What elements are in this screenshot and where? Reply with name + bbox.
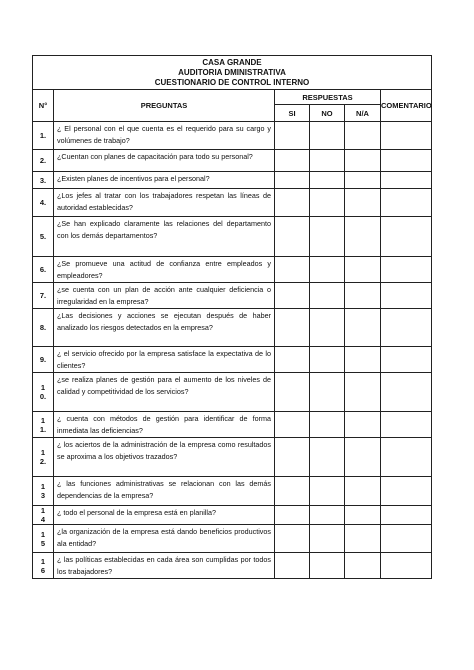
question-number-part: 2.: [39, 156, 47, 165]
question-number-part: 0.: [39, 392, 47, 401]
answer-no-cell[interactable]: [310, 373, 345, 412]
question-text: ¿Se promueve una actitud de confianza entre empleados y empleadores?: [54, 257, 275, 283]
question-number: [33, 189, 54, 217]
comment-cell[interactable]: [381, 477, 432, 506]
answer-no-cell[interactable]: [310, 257, 345, 283]
question-number: [33, 477, 54, 506]
question-number-part: 1.: [39, 131, 47, 140]
question-number-part: 1: [40, 556, 46, 566]
answer-yes-cell[interactable]: [275, 283, 310, 309]
control-questionnaire-table: [32, 55, 432, 579]
table-row: [33, 150, 432, 172]
answer-yes-cell[interactable]: [275, 438, 310, 477]
comment-cell[interactable]: [381, 217, 432, 257]
answer-no-cell[interactable]: [310, 150, 345, 172]
comment-cell[interactable]: [381, 373, 432, 412]
column-header-questions: PREGUNTAS: [54, 90, 275, 122]
comment-cell[interactable]: [381, 283, 432, 309]
table-row: [33, 257, 432, 283]
question-number: [33, 283, 54, 309]
question-number: [33, 172, 54, 189]
question-text: ¿ las funciones administrativas se relacionan con las demás dependencias de la empresa?: [54, 477, 275, 506]
question-number-part: 9.: [39, 355, 47, 364]
question-number-part: 1: [40, 448, 46, 457]
question-number-part: 1.: [39, 424, 47, 434]
comment-cell[interactable]: [381, 257, 432, 283]
answer-na-cell[interactable]: [345, 150, 381, 172]
question-number-part: 1: [40, 383, 46, 392]
question-number-part: 4: [40, 515, 46, 524]
comment-cell[interactable]: [381, 553, 432, 579]
question-text: ¿ el servicio ofrecido por la empresa satisface la expectativa de lo clientes?: [54, 347, 275, 373]
answer-no-cell[interactable]: [310, 438, 345, 477]
comment-cell[interactable]: [381, 506, 432, 525]
question-number: [33, 506, 54, 525]
question-number: [33, 525, 54, 553]
answer-yes-cell[interactable]: [275, 122, 310, 150]
table-row: [33, 373, 432, 412]
question-text: ¿Cuentan con planes de capacitación para todo su personal?: [54, 150, 275, 172]
answer-na-cell[interactable]: [345, 525, 381, 553]
question-number: [33, 309, 54, 347]
answer-no-cell[interactable]: [310, 122, 345, 150]
answer-yes-cell[interactable]: [275, 189, 310, 217]
question-text: ¿se realiza planes de gestión para el aumento de los niveles de calidad y competitividad de los servicios?: [54, 373, 275, 412]
comment-cell[interactable]: [381, 122, 432, 150]
table-row: [33, 283, 432, 309]
answer-yes-cell[interactable]: [275, 172, 310, 189]
question-text: ¿la organización de la empresa está dando beneficios productivos ala entidad?: [54, 525, 275, 553]
answer-yes-cell[interactable]: [275, 347, 310, 373]
table-row: [33, 122, 432, 150]
answer-no-cell[interactable]: [310, 506, 345, 525]
answer-na-cell[interactable]: [345, 412, 381, 438]
question-text: ¿se cuenta con un plan de acción ante cualquier deficiencia o irregularidad en la empresa?: [54, 283, 275, 309]
question-number-part: 4.: [39, 198, 47, 207]
column-header-number: N°: [33, 90, 54, 122]
table-row: [33, 189, 432, 217]
question-text: ¿Los jefes al tratar con los trabajadores respetan las líneas de autoridad establecidas?: [54, 189, 275, 217]
comment-cell[interactable]: [381, 172, 432, 189]
answer-no-cell[interactable]: [310, 217, 345, 257]
document-title-block: [33, 56, 432, 90]
answer-yes-cell[interactable]: [275, 373, 310, 412]
questionnaire-title: CUESTIONARIO DE CONTROL INTERNO: [154, 78, 310, 87]
answer-yes-cell[interactable]: [275, 217, 310, 257]
answer-na-cell[interactable]: [345, 506, 381, 525]
answer-yes-cell[interactable]: [275, 412, 310, 438]
answer-no-cell[interactable]: [310, 347, 345, 373]
question-number: [33, 347, 54, 373]
answer-yes-cell[interactable]: [275, 309, 310, 347]
question-text: ¿ todo el personal de la empresa está en planilla?: [54, 506, 275, 525]
comment-cell[interactable]: [381, 189, 432, 217]
answer-no-cell[interactable]: [310, 477, 345, 506]
company-name: CASA GRANDE: [202, 58, 262, 67]
answer-na-cell[interactable]: [345, 122, 381, 150]
question-text: ¿ los aciertos de la administración de la empresa como resultados se aproxima a los objetivos trazados?: [54, 438, 275, 477]
question-number: [33, 217, 54, 257]
answer-na-cell[interactable]: [345, 373, 381, 412]
table-row: [33, 525, 432, 553]
question-number-part: 1: [40, 482, 46, 491]
table-row: [33, 553, 432, 579]
answer-no-cell[interactable]: [310, 189, 345, 217]
column-header-no: NO: [310, 105, 345, 122]
answer-yes-cell[interactable]: [275, 257, 310, 283]
question-number-part: 3: [40, 491, 46, 500]
question-number: [33, 150, 54, 172]
question-number: [33, 553, 54, 579]
question-number: [33, 438, 54, 477]
question-text: ¿Existen planes de incentivos para el personal?: [54, 172, 275, 189]
column-header-comment: COMENTARIO: [381, 90, 432, 122]
answer-yes-cell[interactable]: [275, 506, 310, 525]
table-row: [33, 506, 432, 525]
questionnaire-document: [32, 55, 431, 579]
question-number-part: 1: [40, 529, 46, 539]
question-text: ¿Las decisiones y acciones se ejecutan después de haber analizado los riesgos detectados en la empresa?: [54, 309, 275, 347]
question-number: [33, 373, 54, 412]
answer-na-cell[interactable]: [345, 172, 381, 189]
question-number-part: 1: [40, 415, 46, 425]
table-row: [33, 412, 432, 438]
question-number-part: 5: [40, 538, 46, 548]
question-text: ¿ cuenta con métodos de gestión para identificar de forma inmediata las deficiencias?: [54, 412, 275, 438]
comment-cell[interactable]: [381, 150, 432, 172]
question-text: ¿ las políticas establecidas en cada área son cumplidas por todos los trabajadores?: [54, 553, 275, 579]
column-header-na: N/A: [345, 105, 381, 122]
answer-no-cell[interactable]: [310, 283, 345, 309]
question-number: [33, 412, 54, 438]
question-number: [33, 122, 54, 150]
question-number-part: 7.: [39, 291, 47, 300]
table-row: [33, 438, 432, 477]
answer-no-cell[interactable]: [310, 412, 345, 438]
answer-yes-cell[interactable]: [275, 553, 310, 579]
answer-na-cell[interactable]: [345, 438, 381, 477]
question-text: ¿Se han explicado claramente las relaciones del departamento con los demás departamentos?: [54, 217, 275, 257]
table-row: [33, 309, 432, 347]
question-text: ¿ El personal con el que cuenta es el requerido para su cargo y volúmenes de trabajo?: [54, 122, 275, 150]
table-row: [33, 217, 432, 257]
answer-na-cell[interactable]: [345, 257, 381, 283]
answer-no-cell[interactable]: [310, 309, 345, 347]
answer-no-cell[interactable]: [310, 172, 345, 189]
question-number-part: 6.: [39, 265, 47, 274]
answer-no-cell[interactable]: [310, 553, 345, 579]
answer-na-cell[interactable]: [345, 283, 381, 309]
question-number-part: 6: [40, 565, 46, 575]
answer-yes-cell[interactable]: [275, 150, 310, 172]
answer-na-cell[interactable]: [345, 309, 381, 347]
answer-na-cell[interactable]: [345, 347, 381, 373]
question-number-part: 3.: [39, 175, 47, 185]
comment-cell[interactable]: [381, 347, 432, 373]
comment-cell[interactable]: [381, 412, 432, 438]
column-header-yes: SI: [275, 105, 310, 122]
audit-title: AUDITORIA DMINISTRATIVA: [178, 68, 286, 77]
question-number-part: 1: [40, 506, 46, 515]
table-row: [33, 347, 432, 373]
comment-cell[interactable]: [381, 438, 432, 477]
column-header-answers: RESPUESTAS: [275, 90, 381, 105]
answer-na-cell[interactable]: [345, 217, 381, 257]
answer-yes-cell[interactable]: [275, 477, 310, 506]
comment-cell[interactable]: [381, 525, 432, 553]
answer-yes-cell[interactable]: [275, 525, 310, 553]
comment-cell[interactable]: [381, 309, 432, 347]
question-number-part: 2.: [39, 457, 47, 466]
table-row: [33, 477, 432, 506]
question-number-part: 8.: [39, 323, 47, 332]
answer-na-cell[interactable]: [345, 553, 381, 579]
answer-na-cell[interactable]: [345, 189, 381, 217]
answer-no-cell[interactable]: [310, 525, 345, 553]
question-number-part: 5.: [39, 232, 47, 241]
table-row: [33, 172, 432, 189]
question-number: [33, 257, 54, 283]
answer-na-cell[interactable]: [345, 477, 381, 506]
